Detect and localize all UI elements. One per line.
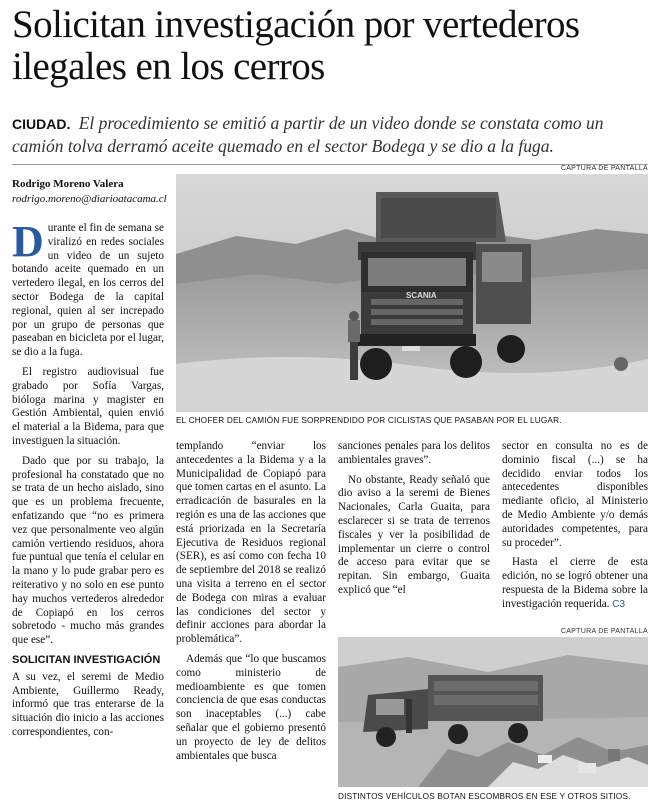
subheading: SOLICITAN INVESTIGACIÓN (12, 653, 161, 666)
column-4 (502, 440, 648, 618)
paragraph: El registro audiovisual fue grabado por Sofía Vargas, bióloga marina y magister en Gestión Ambiental, quien envió el material a la Bidema, para que investiguen la situación. (12, 365, 164, 447)
photo2-caption: DISTINTOS VEHÍCULOS BOTAN ESCOMBROS EN ESE Y OTROS SITIOS. (338, 792, 631, 801)
photo1-caption: EL CHOFER DEL CAMIÓN FUE SORPRENDIDO POR CICLISTAS QUE PASABAN POR EL LUGAR. (176, 416, 562, 425)
paragraph-text: Hasta el cierre de esta edición, no se logró obtener una respuesta de la Bidema sobre la investigación requerida. (502, 556, 648, 610)
column-2 (176, 440, 326, 769)
truck-photo-image (176, 174, 648, 412)
column-1 (12, 217, 164, 746)
kicker-text: El procedimiento se emitió a partir de un video donde se constata como un camión tolva derramó aceite quemado en el sector Bodega y se dio a la fuga. (12, 113, 604, 156)
byline (12, 177, 172, 207)
paragraph: sanciones penales para los delitos ambientales graves”. (338, 440, 490, 466)
paragraph (502, 556, 648, 611)
photo1-truck (176, 174, 648, 412)
paragraph: Dado que por su trabajo, la profesional ha constatado que no se trata de un hecho aislado, sino que es un problema frecuente, enfatizando que “no es primera vez que personalmente veo algún camión vertiendo residuos, ahora fue puntual que tenía el celular en la mano y lo pude grabar pero es reiterativo y no solo en ese punto hay muchos vertederos alrededor de Copiapó en los cerros sobretodo - mucho más grandes que ese”. (12, 454, 164, 647)
photo1-credit: CAPTURA DE PANTALLA (560, 165, 648, 172)
paragraph-text: urante el fin de semana se viralizó en redes sociales un video de un sujeto botando aceite quemado en un vertedero ilegal, en los cerros del sector Bodega de la capital regional, quien al ser increpado por un grupo de personas que paseaban en bicicleta por el lugar, se dio a la fuga. (12, 222, 164, 359)
paragraph: templando “enviar los antecedentes a la Bidema y a la Municipalidad de Copiapó para que tomen cartas en el asunto. La erradicación de basurales en la región es una de las acciones que está priorizada en la Secretaría Ejecutiva de Residuos regional (SER), es así como con fecha 10 de septiembre del 2018 se realizó una visita a terreno en el sector de Bodega con miras a evaluar las condiciones del sector y definir acciones para abordar la problemática”. (176, 440, 326, 646)
author-name: Rodrigo Moreno Valera (12, 178, 124, 190)
photo2-credit: CAPTURA DE PANTALLA (560, 628, 648, 635)
debris-photo-image (338, 637, 648, 787)
kicker (12, 112, 648, 157)
paragraph: sector en consulta no es de dominio fiscal (...) se ha decidido enviar todos los antecedentes disponibles mediante oficio, al Ministerio de Medio Ambiente y/o demás autoridades competentes, para su proceder”. (502, 440, 648, 549)
paragraph (12, 217, 164, 360)
column-3 (338, 440, 490, 604)
author-email[interactable]: rodrigo.moreno@diarioatacama.cl (12, 193, 167, 205)
photo2-debris (338, 637, 648, 787)
section-label: CIUDAD. (12, 116, 71, 132)
end-mark-icon: C3 (612, 598, 626, 610)
headline: Solicitan investigación por vertederos ilegales en los cerros (12, 3, 580, 88)
truck-logo: SCANIA (406, 291, 437, 300)
paragraph: No obstante, Ready señaló que dio aviso a la seremi de Bienes Nacionales, Carla Guaita, para esclarecer si se trata de terrenos fiscales y ver la posibilidad de implementar un cierre o control de acceso para evitar que se repitan. Sin embargo, Guaita explicó que “el (338, 473, 490, 596)
drop-cap: D (12, 217, 44, 266)
paragraph: A su vez, el seremi de Medio Ambiente, Guillermo Ready, informó que tras enterarse de la situación dio inicio a las acciones correspondientes, con- (12, 670, 164, 738)
paragraph: Además que “lo que buscamos como ministerio de medioambiente es que tomen conciencia de que esas conductas son inaceptables (...) cabe señalar que el gobierno presentó un proyecto de ley de delitos ambientales que busca (176, 652, 326, 762)
